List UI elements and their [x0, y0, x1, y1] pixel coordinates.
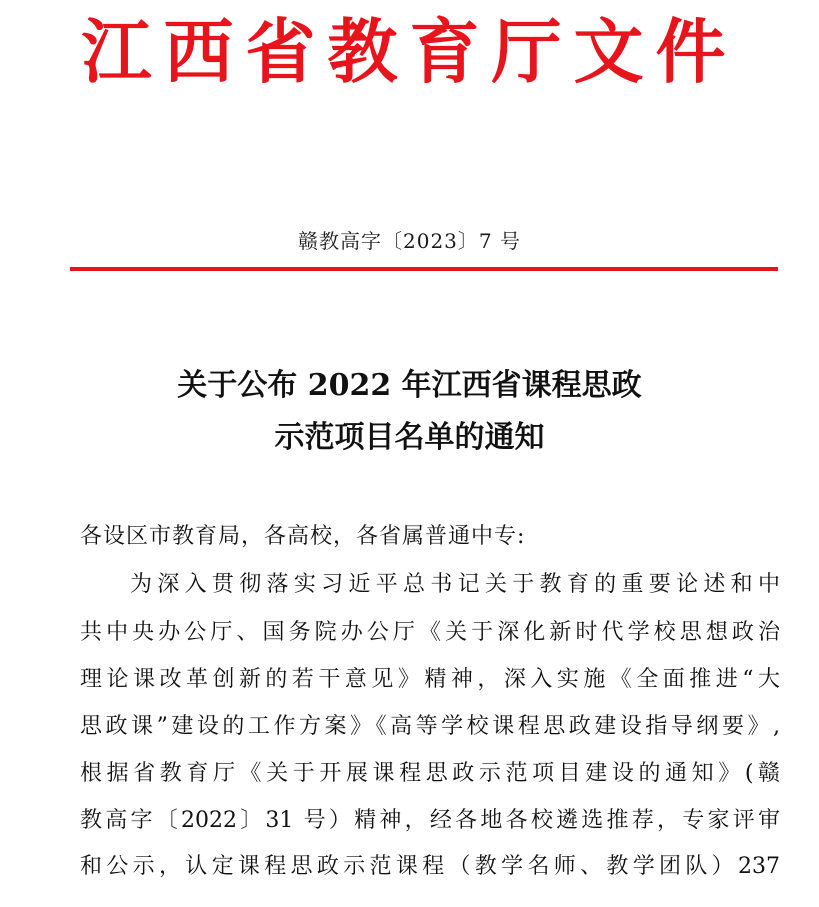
body-paragraph-line-4: 思政课”建设的工作方案》《高等学校课程思政建设指导纲要》,	[80, 714, 780, 739]
document-title-line-2: 示范项目名单的通知	[274, 420, 545, 455]
document-title	[0, 360, 819, 464]
body-paragraph-line-5: 根据省教育厅《关于开展课程思政示范项目建设的通知》(赣	[80, 761, 780, 786]
body-paragraph-line-1: 为深入贯彻落实习近平总书记关于教育的重要论述和中	[130, 572, 780, 597]
salutation: 各设区市教育局，各高校，各省属普通中专:	[80, 524, 526, 549]
body-paragraph-line-3: 理论课改革创新的若干意见》精神，深入实施《全面推进“大	[80, 667, 780, 692]
document-masthead: 江西省教育厅文件	[81, 10, 738, 93]
body-paragraph-line-6: 教高字〔2022〕31 号）精神，经各地各校遴选推荐，专家评审	[80, 808, 780, 833]
document-title-line-1: 关于公布 2022 年江西省课程思政	[177, 368, 642, 403]
body-paragraph-line-7: 和公示，认定课程思政示范课程（教学名师、教学团队）237	[80, 854, 780, 879]
document-number: 赣教高字〔2023〕7 号	[298, 229, 521, 253]
body-paragraph-line-2: 共中央办公厅、国务院办公厅《关于深化新时代学校思想政治	[80, 620, 780, 645]
red-divider-line	[70, 267, 778, 271]
